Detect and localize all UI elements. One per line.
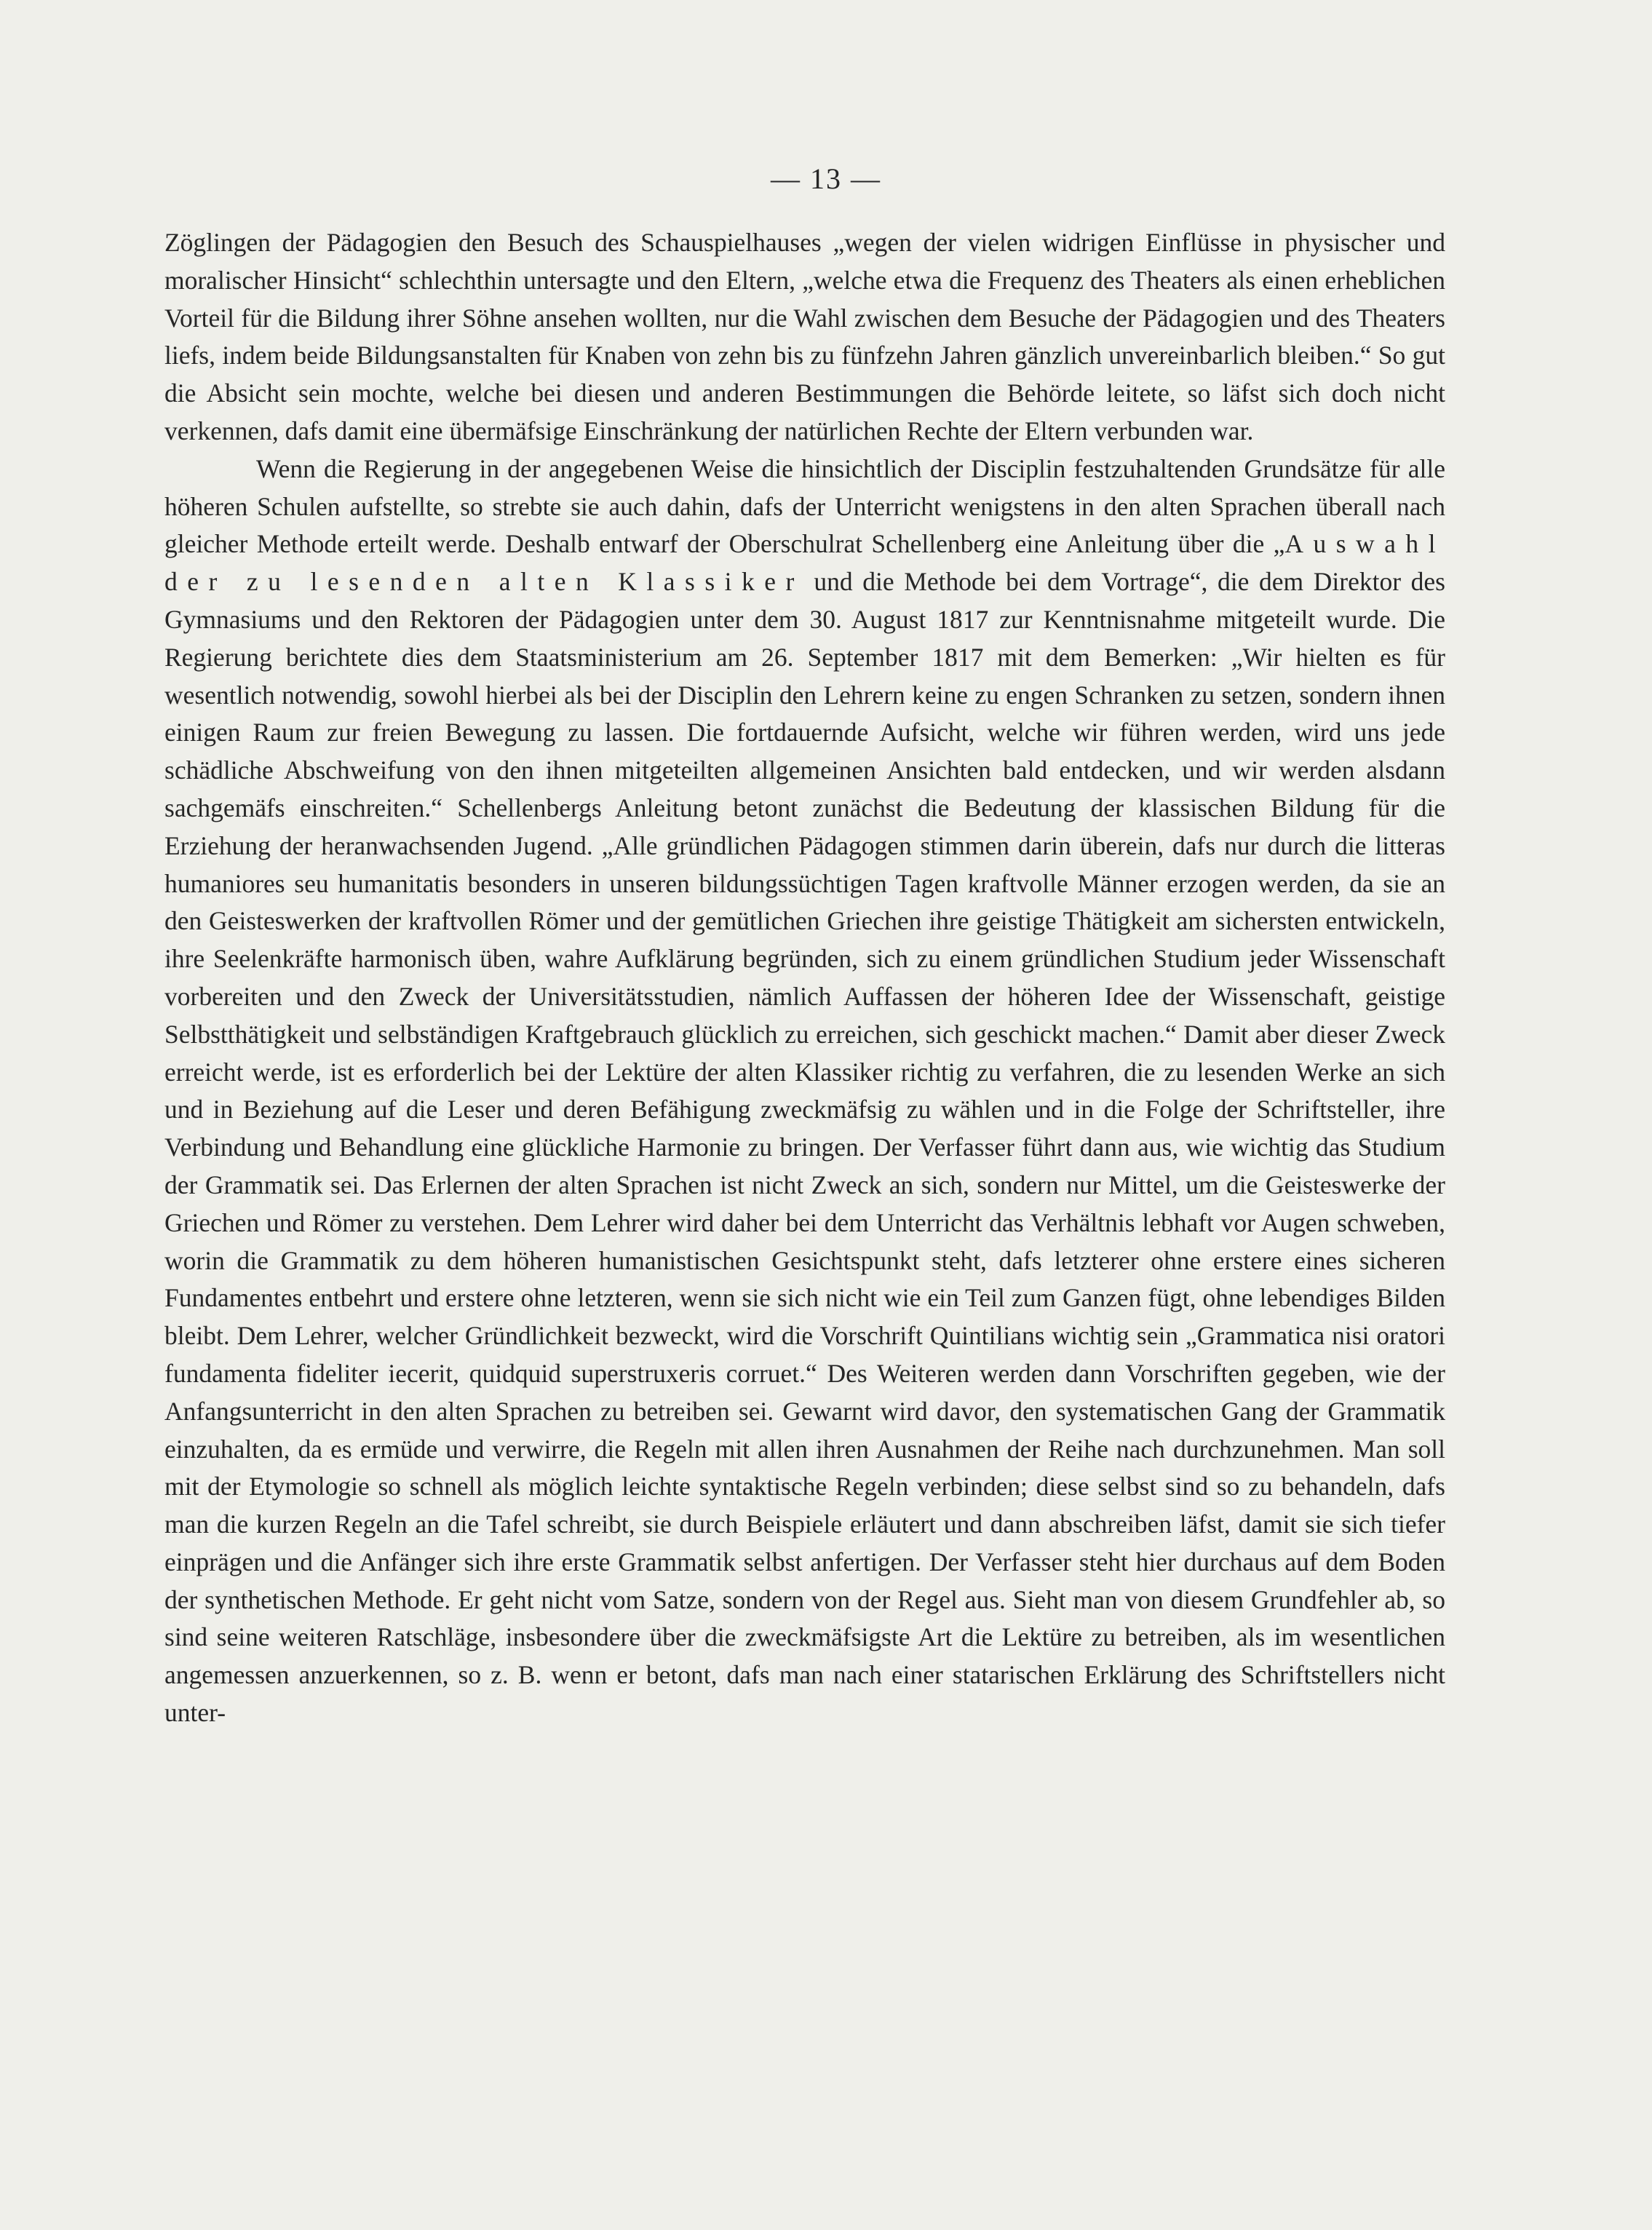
text-segment: Zöglingen der Pädagogien den Besuch des Schauspielhauses „wegen der vielen widrigen Einflüsse in physischer und moralischer Hinsicht“ schlechthin untersagte und den Eltern, „welche etwa die Frequenz des Theaters als einen erheblichen Vorteil für die Bildung ihrer Söhne ansehen wollten, nur die Wahl zwischen dem Besuche der Pädagogien und des Theaters liefs, indem beide Bildungsanstalten für Knaben von zehn bis zu fünfzehn Jahren gänzlich unvereinbarlich bleiben.“ So gut die Absicht sein mochte, welche bei diesen und anderen Bestimmungen die Behörde leitete, so läfst sich doch nicht verkennen, dafs damit eine übermäfsige Einschränkung der natürlichen Rechte der Eltern verbunden war.: [164, 228, 1445, 445]
text-segment: und die Methode bei dem Vortrage“, die dem Direktor des Gymnasiums und den Rektoren der Pädagogien unter dem 30. August 1817 zur Kenntnisnahme mitgeteilt wurde. Die Regierung berichtete dies dem Staatsministerium am 26. September 1817 mit dem Bemerken: „Wir hielten es für wesentlich notwendig, sowohl hierbei als bei der Disciplin den Lehrern keine zu engen Schranken zu setzen, sondern ihnen einigen Raum zur freien Bewegung zu lassen. Die fortdauernde Aufsicht, welche wir führen werden, wird uns jede schädliche Abschweifung von den ihnen mitgeteilten allgemeinen Ansichten bald entdecken, und wir werden alsdann sachgemäfs einschreiten.“ Schellenbergs Anleitung betont zunächst die Bedeutung der klassischen Bildung für die Erziehung der heranwachsenden Jugend. „Alle gründlichen Pädagogen stimmen darin überein, dafs nur durch die litteras humaniores seu humanitatis besonders in unseren bildungssüchtigen Tagen kraftvolle Männer erzogen werden, da sie an den Geisteswerken der kraftvollen Römer und der gemütlichen Griechen ihre geistige Thätigkeit am sichersten entwickeln, ihre Seelenkräfte harmonisch üben, wahre Aufklärung begründen, sich zu einem gründlichen Studium jeder Wissenschaft vorbereiten und den Zweck der Universitätsstudien, nämlich Auffassen der höheren Idee der Wissenschaft, geistige Selbstthätigkeit und selbständigen Kraftgebrauch glücklich zu erreichen, sich geschickt machen.“ Damit aber dieser Zweck erreicht werde, ist es erforderlich bei der Lektüre der alten Klassiker richtig zu verfahren, die zu lesenden Werke an sich und in Beziehung auf die Leser und deren Befähigung zweckmäfsig zu wählen und in die Folge der Schriftsteller, ihre Verbindung und Behandlung eine glückliche Harmonie zu bringen. Der Verfasser führt dann aus, wie wichtig das Studium der Grammatik sei. Das Erlernen der alten Sprachen ist nicht Zweck an sich, sondern nur Mittel, um die Geisteswerke der Griechen und Römer zu verstehen. Dem Lehrer wird daher bei dem Unterricht das Verhältnis lebhaft vor Augen schweben, worin die Grammatik zu dem höheren humanistischen Gesichtspunkt steht, dafs letzterer ohne erstere eines sicheren Fundamentes entbehrt und erstere ohne letzteren, wenn sie sich nicht wie ein Teil zum Ganzen fügt, ohne lebendiges Bilden bleibt. Dem Lehrer, welcher Gründlichkeit bezweckt, wird die Vorschrift Quintilians wichtig sein „Grammatica nisi oratori fundamenta fideliter iecerit, quidquid superstruxeris corruet.“ Des Weiteren werden dann Vorschriften gegeben, wie der Anfangsunterricht in den alten Sprachen zu betreiben sei. Gewarnt wird davor, den systematischen Gang der Grammatik einzuhalten, da es ermüde und verwirre, die Regeln mit allen ihren Ausnahmen der Reihe nach durchzunehmen. Man soll mit der Etymologie so schnell als möglich leichte syntaktische Regeln verbinden; diese selbst sind so zu behandeln, dafs man die kurzen Regeln an die Tafel schreibt, sie durch Beispiele erläutert und dann abschreiben läfst, damit sie sich tiefer einprägen und die Anfänger sich ihre erste Grammatik selbst anfertigen. Der Verfasser steht hier durchaus auf dem Boden der synthetischen Methode. Er geht nicht vom Satze, sondern von der Regel aus. Sieht man von diesem Grundfehler ab, so sind seine weiteren Ratschläge, insbesondere über die zweckmäfsigste Art die Lektüre zu betreiben, als im wesentlichen angemessen anzuerkennen, so z. B. wenn er betont, dafs man nach einer statarischen Erklärung des Schriftstellers nicht unter-: [164, 567, 1445, 1728]
body-text: [164, 224, 1445, 1732]
page-number: — 13 —: [771, 162, 881, 195]
paragraph: [164, 451, 1445, 1732]
spaced-emphasis: Auswahl der zu lesenden alten Klassiker: [164, 529, 1445, 597]
paragraph: [164, 224, 1445, 451]
text-segment: Wenn die Regierung in der angegebenen Weise die hinsichtlich der Disciplin festzuhaltenden Grundsätze für alle höheren Schulen aufstellte, so strebte sie auch dahin, dafs der Unterricht wenigstens in den alten Sprachen überall nach gleicher Methode erteilt werde. Deshalb entwarf der Oberschulrat Schellenberg eine Anleitung über die „: [164, 453, 1445, 559]
